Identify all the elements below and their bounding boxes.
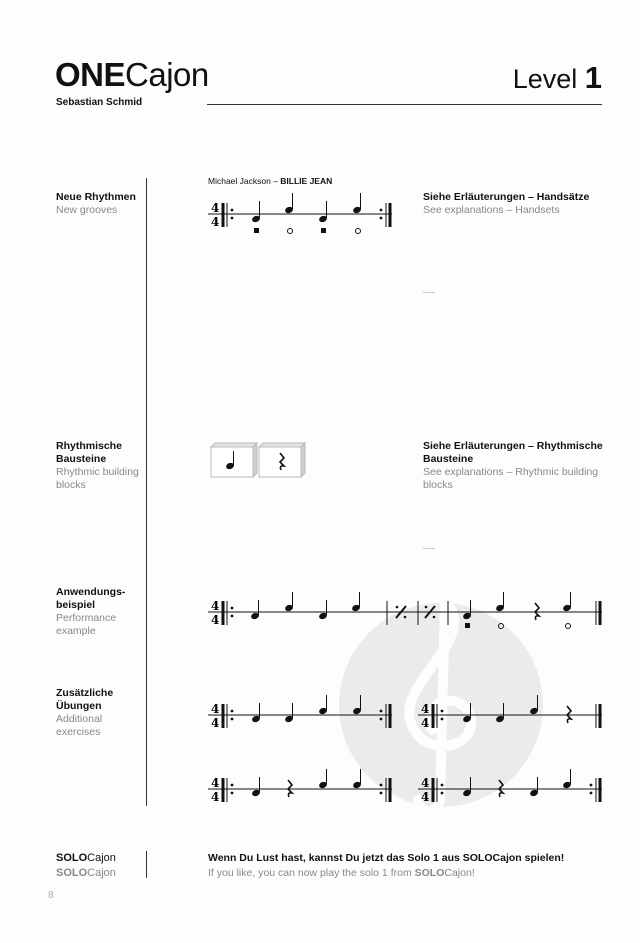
building-block-quarter-rest [259, 443, 305, 477]
label-building-blocks: Rhythmische Bausteine Rhythmic building blocks [56, 440, 139, 491]
svg-text:4: 4 [211, 776, 220, 790]
page-number: 8 [48, 890, 54, 901]
label-solo: SOLOCajon SOLOCajon [56, 852, 116, 879]
svg-text:4: 4 [421, 776, 430, 790]
svg-text:4: 4 [211, 613, 220, 627]
time-sig-bottom: 4 [211, 215, 220, 229]
explanation-blocks: Siehe Erläuterungen – Rhythmische Bausteine See explanations – Rhythmic building blocks [423, 440, 603, 491]
svg-text:4: 4 [211, 702, 220, 716]
author-name: Sebastian Schmid [56, 97, 143, 108]
page-title: ONECajon [55, 56, 209, 93]
explanation-handsets: Siehe Erläuterungen – Handsätze See explanations – Handsets [423, 191, 590, 216]
label-performance: Anwendungs-beispiel Performance example [56, 586, 126, 637]
svg-text:4: 4 [421, 790, 430, 804]
svg-text:4: 4 [211, 716, 220, 730]
song-credit: Michael Jackson – BILLIE JEAN [208, 176, 333, 186]
label-additional: Zusätzliche Übungen Additional exercises [56, 687, 114, 738]
watermark-treble-clef-icon [339, 600, 543, 811]
label-new-rhythms: Neue Rhythmen New grooves [56, 191, 136, 216]
svg-text:4: 4 [421, 716, 430, 730]
time-sig-top: 4 [211, 201, 220, 215]
staff-billie-jean [208, 193, 392, 234]
svg-text:4: 4 [421, 702, 430, 716]
staff-exercise-3 [208, 769, 392, 804]
svg-text:4: 4 [211, 790, 220, 804]
svg-text:4: 4 [211, 599, 220, 613]
solo-instruction: Wenn Du Lust hast, kannst Du jetzt das Solo 1 aus SOLOCajon spielen! If you like, you can now play the solo 1 from SOLOCajon! [208, 852, 565, 879]
building-block-quarter-note [211, 443, 257, 477]
level-indicator: Level 1 [512, 60, 602, 95]
